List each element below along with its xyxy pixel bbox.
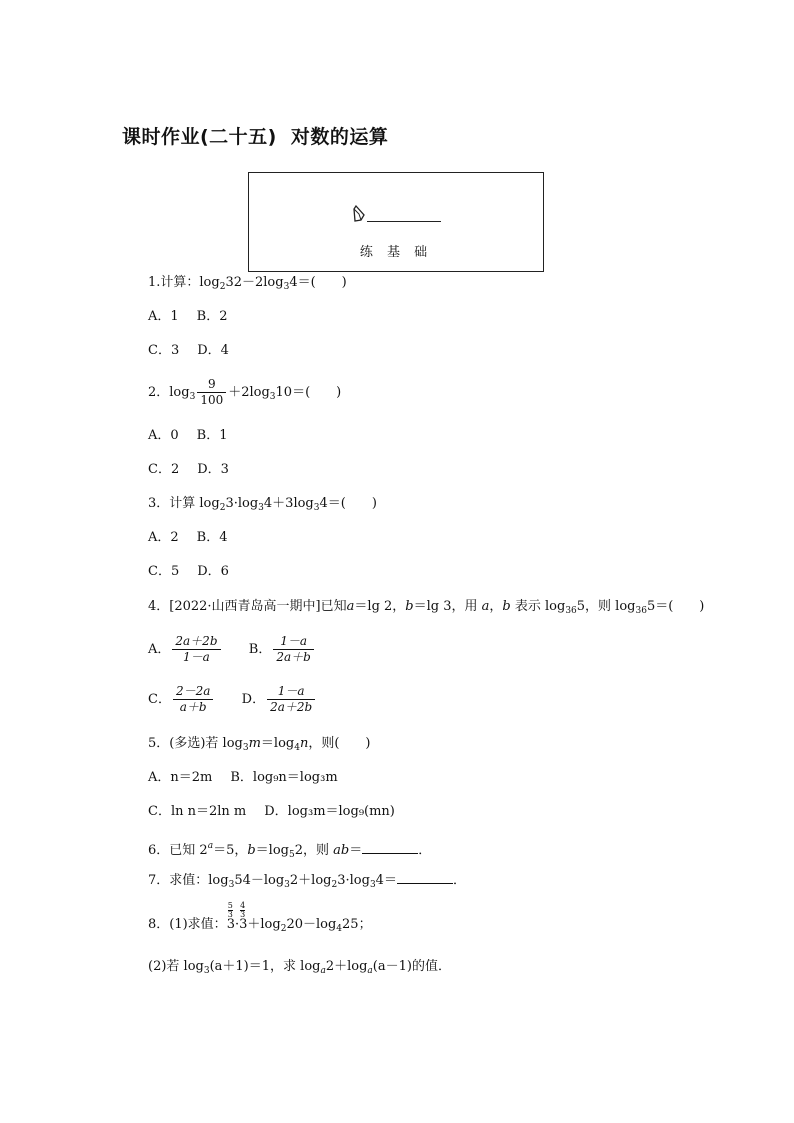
q5-options-row2: [148, 803, 395, 821]
q1-option-d: D．4: [197, 343, 229, 358]
answer-blank[interactable]: [362, 841, 418, 854]
q1-options-row1: [148, 308, 228, 326]
question-7: 7．求值：$\log_354-\log_32+\log_23\cdot\log_34=$ ．: [148, 873, 466, 890]
q2-option-d: D．3: [197, 462, 229, 477]
q2-options-row2: [148, 461, 229, 479]
q4-option-a: A． $\frac{2a+2b}{1-a}$: [148, 642, 223, 657]
title-topic: 对数的运算: [290, 126, 389, 148]
question-5: 5．(多选)若 $\log_3m=\log_4n$，则( ): [148, 736, 371, 753]
q3-options-row2: [148, 563, 229, 581]
question-8-part-1: 8．(1)求值：3 5 3 ·3 4 3 $+\log_220-\log_425$；: [148, 901, 372, 934]
q3-option-d: D．6: [197, 564, 229, 579]
power-expression: 3 4 3: [239, 901, 248, 932]
q1-option-a: A．1: [148, 309, 179, 324]
q2-option-b: B．1: [196, 428, 228, 443]
q4-option-c: C． $\frac{2-2a}{a+b}$: [148, 692, 215, 707]
section-label: 练 基 础: [359, 245, 433, 260]
question-4: 4．[2022·山西青岛高一期中]已知a＝lg 2，b＝lg 3，用 a，b 表示 $\log_{36}5$，则 $\log_{36}5=$( ): [148, 599, 705, 616]
q4-options-row2: [148, 684, 317, 715]
q3-option-a: A．2: [148, 530, 179, 545]
question-1: 1.计算：$\log_232-2\log_34=$( ): [148, 275, 347, 292]
power-expression: 3 5 3: [226, 901, 235, 932]
q4-option-b: B． $\frac{1-a}{2a+b}$: [249, 642, 316, 657]
q1-options-row2: [148, 342, 229, 360]
question-3: 3．计算 $\log_23\cdot\log_34+3\log_34=$( ): [148, 496, 377, 513]
q5-option-c: C．ln n＝2ln m: [148, 804, 247, 819]
question-6: 6．已知 $2^a=5$，$b=\log_52$，则 ab＝ ．: [148, 841, 432, 860]
question-8-part-2: (2)若 $\log_3(a+1)=1$，求 $\log_a2+\log_a(a-1)$的值．: [148, 959, 451, 976]
pencil-icon: [353, 205, 367, 223]
q2-option-a: A．0: [148, 428, 179, 443]
q2-options-row1: [148, 427, 228, 445]
section-underline: [367, 221, 441, 222]
q5-options-row1: [148, 769, 338, 787]
answer-blank[interactable]: [397, 871, 453, 884]
q3-option-b: B．4: [196, 530, 228, 545]
question-2: 2．$\log_3$ $\frac{9}{100}$ $+2\log_310=$( ): [148, 377, 342, 407]
q5-option-b: B．log₉n＝log₃m: [230, 770, 338, 785]
section-box: [248, 172, 544, 272]
q1-option-c: C．3: [148, 343, 180, 358]
q2-option-c: C．2: [148, 462, 180, 477]
q3-options-row1: [148, 529, 228, 547]
q3-option-c: C．5: [148, 564, 180, 579]
q5-option-d: D．log₃m＝log₉(mn): [264, 804, 395, 819]
q1-option-b: B．2: [196, 309, 228, 324]
q4-options-row1: [148, 634, 316, 665]
fraction: $\frac{9}{100}$: [197, 377, 226, 408]
q5-option-a: A．n＝2m: [148, 770, 213, 785]
page-title: [122, 122, 388, 149]
title-main: 课时作业(二十五): [122, 126, 277, 148]
q4-option-d: D． $\frac{1-a}{2a+2b}$: [242, 692, 318, 707]
